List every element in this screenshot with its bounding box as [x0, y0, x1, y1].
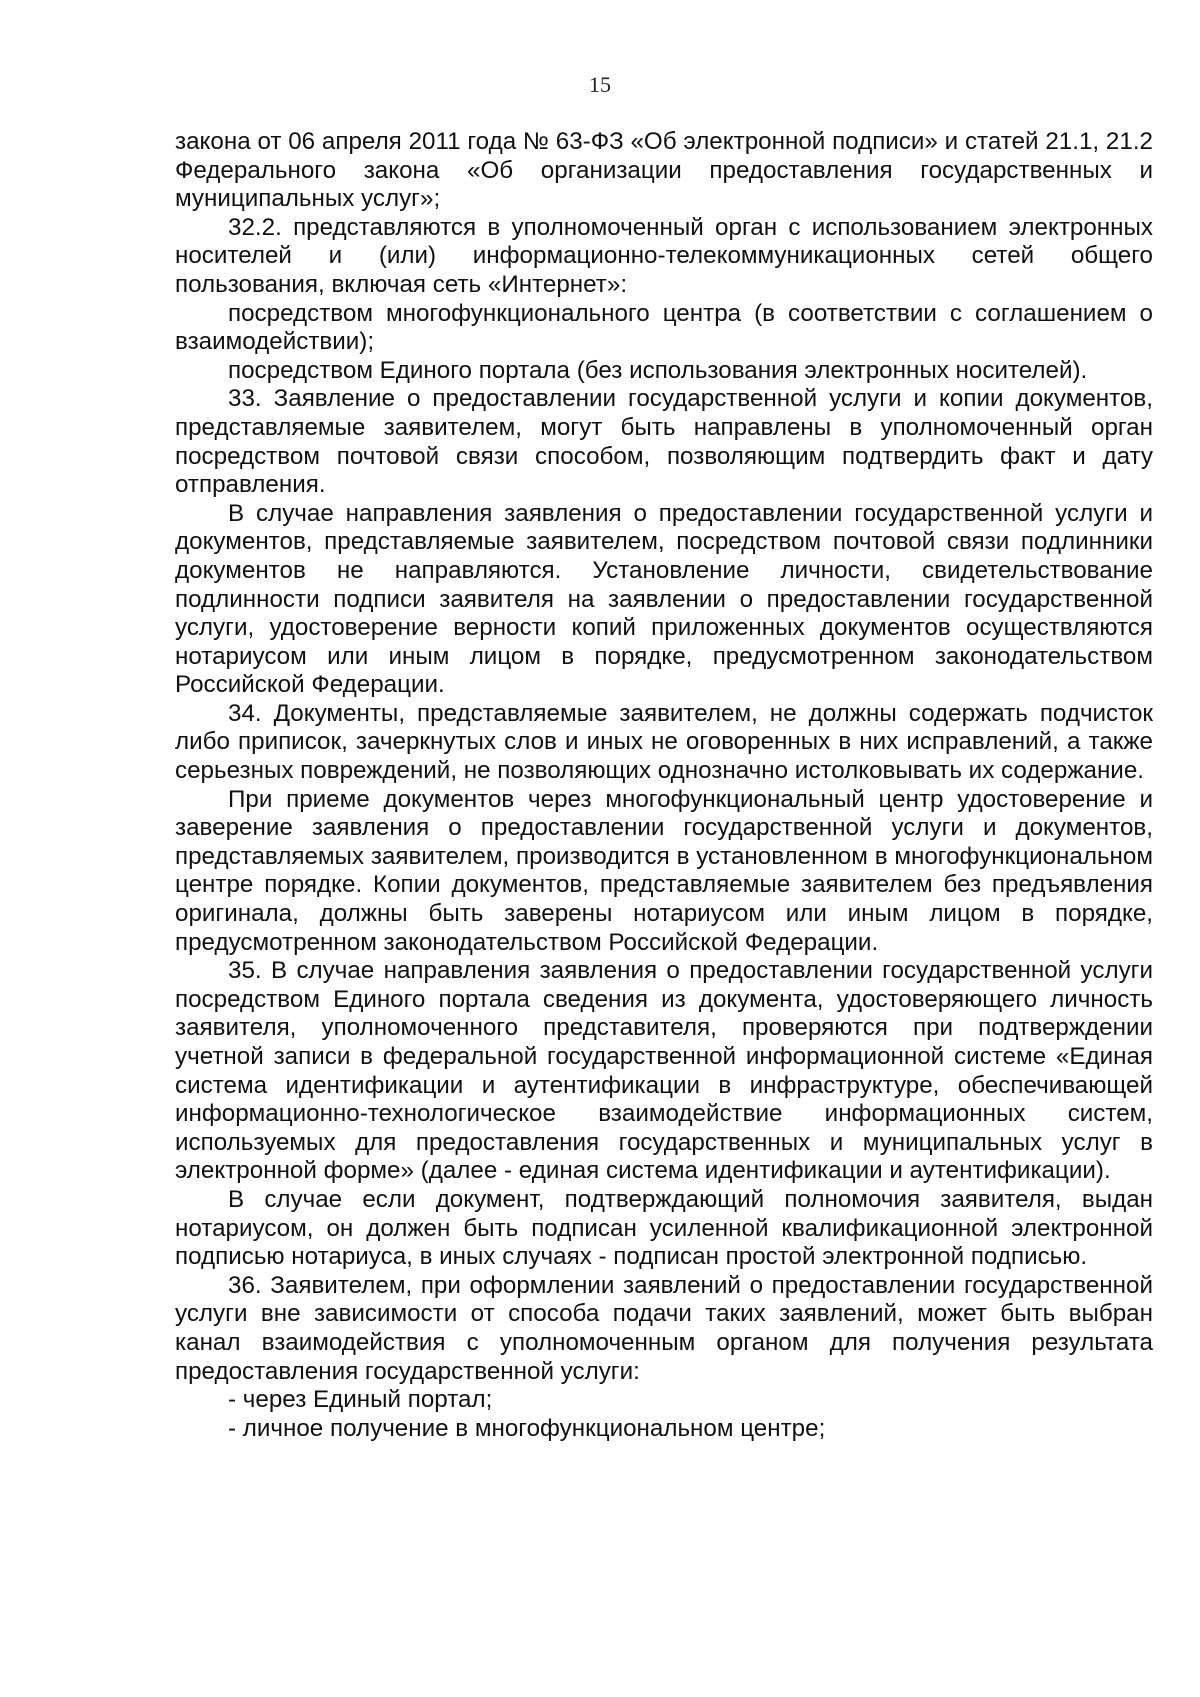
paragraph-32-2: 32.2. представляются в уполномоченный орган с использованием электронных носителей и (или) информационно-телекоммуникационных сетей общего пользования, включая сеть «Интернет»:	[175, 213, 1153, 298]
paragraph-mfc-reception: При приеме документов через многофункциональный центр удостоверение и заверение заявления о предоставлении государственной услуги и документов, представляемых заявителем, производится в установленном в многофункциональном центре порядке. Копии документов, представляемые заявителем без предъявления оригинала, должны быть заверены нотариусом или иным лицом в порядке, предусмотренном законодательством Российской Федерации.	[175, 785, 1153, 956]
paragraph-notary: В случае если документ, подтверждающий полномочия заявителя, выдан нотариусом, он должен быть подписан усиленной квалификационной электронной подписью нотариуса, в иных случаях - подписан простой электронной подписью.	[175, 1185, 1153, 1271]
paragraph-33: 33. Заявление о предоставлении государственной услуги и копии документов, представляемые заявителем, могут быть направлены в уполномоченный орган посредством почтовой связи способом, позволяющим подтвердить факт и дату отправления.	[175, 385, 1153, 499]
document-body	[175, 128, 1153, 1443]
paragraph-34: 34. Документы, представляемые заявителем, не должны содержать подчисток либо приписок, зачеркнутых слов и иных не оговоренных в них исправлений, а также серьезных повреждений, не позволяющих однозначно истолковывать их содержание.	[175, 699, 1153, 785]
page-number: 15	[589, 72, 611, 97]
list-item-portal: - через Единый портал;	[228, 1386, 493, 1414]
paragraph-via-mfc: посредством многофункционального центра (в соответствии с соглашением о взаимодействии);	[175, 299, 1153, 356]
paragraph-36: 36. Заявителем, при оформлении заявлений о предоставлении государственной услуги вне зависимости от способа подачи таких заявлений, может быть выбран канал взаимодействия с уполномоченным органом для получения результата предоставления государственной услуги:	[175, 1271, 1153, 1385]
list-item-mfc: - личное получение в многофункциональном центре;	[228, 1414, 826, 1442]
paragraph-35: 35. В случае направления заявления о предоставлении государственной услуги посредством Единого портала сведения из документа, удостоверяющего личность заявителя, уполномоченного представителя, проверяются при подтверждении учетной записи в федеральной государственной информационной системе «Единая система идентификации и аутентификации в инфраструктуре, обеспечивающей информационно-технологическое взаимодействие информационных систем, используемых для предоставления государственных и муниципальных услуг в электронной форме» (далее - единая система идентификации и аутентификации).	[175, 957, 1153, 1185]
paragraph-postal: В случае направления заявления о предоставлении государственной услуги и документов, представляемые заявителем, посредством почтовой связи подлинники документов не направляются. Установление личности, свидетельствование подлинности подписи заявителя на заявлении о предоставлении государственной услуги, удостоверение верности копий приложенных документов осуществляются нотариусом или иным лицом в порядке, предусмотренном законодательством Российской Федерации.	[175, 499, 1153, 699]
paragraph-law-reference: закона от 06 апреля 2011 года № 63-ФЗ «Об электронной подписи» и статей 21.1, 21.2 Федерального закона «Об организации предоставления государственных и муниципальных услуг»;	[175, 128, 1153, 213]
paragraph-via-portal: посредством Единого портала (без использования электронных носителей).	[228, 356, 1088, 384]
